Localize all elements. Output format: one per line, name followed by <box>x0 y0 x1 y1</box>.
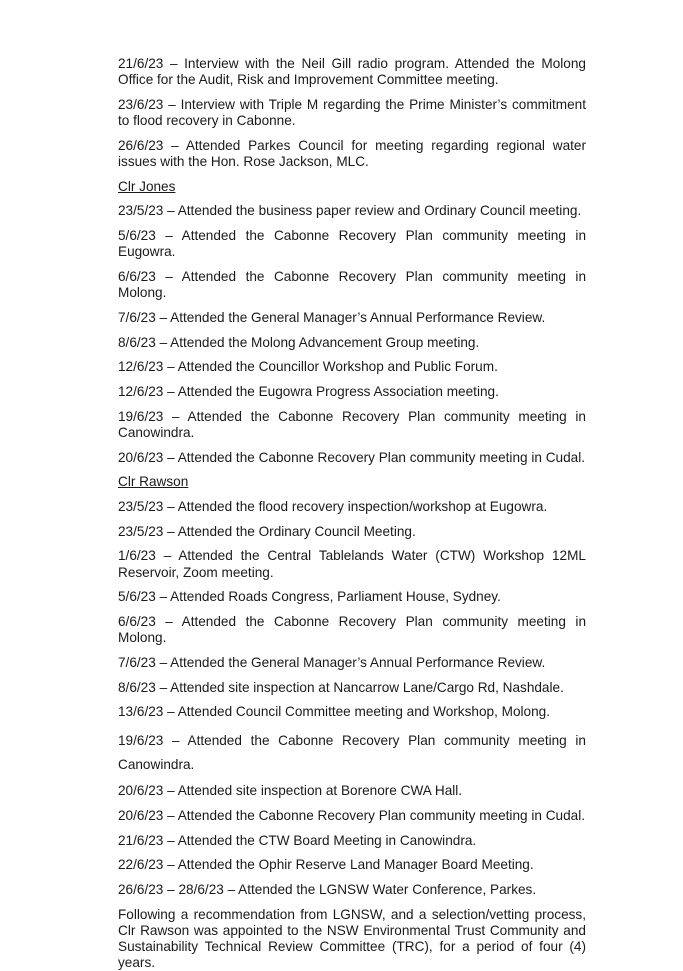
section-heading-rawson: Clr Rawson <box>118 474 189 490</box>
list-item: 8/6/23 – Attended the Molong Advancement Group meeting. <box>118 334 480 350</box>
list-item: 21/6/23 – Attended the CTW Board Meeting in Canowindra. <box>118 832 477 848</box>
list-item: 19/6/23 – Attended the Cabonne Recovery Plan community meeting in Canowindra. <box>118 408 586 440</box>
list-item: 20/6/23 – Attended site inspection at Borenore CWA Hall. <box>118 783 463 799</box>
list-item: 8/6/23 – Attended site inspection at Nancarrow Lane/Cargo Rd, Nashdale. <box>118 679 564 695</box>
list-item: 7/6/23 – Attended the General Manager’s Annual Performance Review. <box>118 654 546 670</box>
list-item: 20/6/23 – Attended the Cabonne Recovery Plan community meeting in Cudal. <box>118 449 586 465</box>
list-item: 5/6/23 – Attended Roads Congress, Parliament House, Sydney. <box>118 589 501 605</box>
list-item: 5/6/23 – Attended the Cabonne Recovery Plan community meeting in Eugowra. <box>118 228 586 260</box>
list-item: 12/6/23 – Attended the Councillor Workshop and Public Forum. <box>118 359 498 375</box>
paragraph: 26/6/23 – Attended Parkes Council for meeting regarding regional water issues with the Hon. Rose Jackson, MLC. <box>118 137 586 170</box>
list-item: 20/6/23 – Attended the Cabonne Recovery Plan community meeting in Cudal. <box>118 807 586 823</box>
list-item: 1/6/23 – Attended the Central Tablelands Water (CTW) Workshop 12ML Reservoir, Zoom meeting. <box>118 548 586 580</box>
list-item: 7/6/23 – Attended the General Manager’s Annual Performance Review. <box>118 309 546 325</box>
list-item: 22/6/23 – Attended the Ophir Reserve Land Manager Board Meeting. <box>118 857 534 873</box>
list-item: 12/6/23 – Attended the Eugowra Progress Association meeting. <box>118 384 499 400</box>
section-heading-jones: Clr Jones <box>118 178 176 194</box>
paragraph: 21/6/23 – Interview with the Neil Gill radio program. Attended the Molong Office for the Audit, Risk and Improvement Committee meeting. <box>118 56 586 88</box>
list-item: 26/6/23 – 28/6/23 – Attended the LGNSW Water Conference, Parkes. <box>118 881 537 897</box>
list-item: 23/5/23 – Attended the Ordinary Council Meeting. <box>118 523 416 539</box>
list-item: 19/6/23 – Attended the Cabonne Recovery Plan community meeting in Canowindra. <box>118 733 586 773</box>
list-item: 23/5/23 – Attended the business paper review and Ordinary Council meeting. <box>118 203 582 219</box>
list-item: 6/6/23 – Attended the Cabonne Recovery Plan community meeting in Molong. <box>118 614 586 646</box>
list-item: 6/6/23 – Attended the Cabonne Recovery Plan community meeting in Molong. <box>118 269 586 301</box>
list-item: 13/6/23 – Attended Council Committee meeting and Workshop, Molong. <box>118 704 550 720</box>
closing-paragraph: Following a recommendation from LGNSW, and a selection/vetting process, Clr Rawson was appointed to the NSW Environmental Trust Community and Sustainability Technical Review Committee (TRC), for a period of four (4) years. <box>118 906 586 971</box>
list-item: 23/5/23 – Attended the flood recovery inspection/workshop at Eugowra. <box>118 499 548 515</box>
paragraph: 23/6/23 – Interview with Triple M regarding the Prime Minister’s commitment to flood recovery in Cabonne. <box>118 96 586 129</box>
